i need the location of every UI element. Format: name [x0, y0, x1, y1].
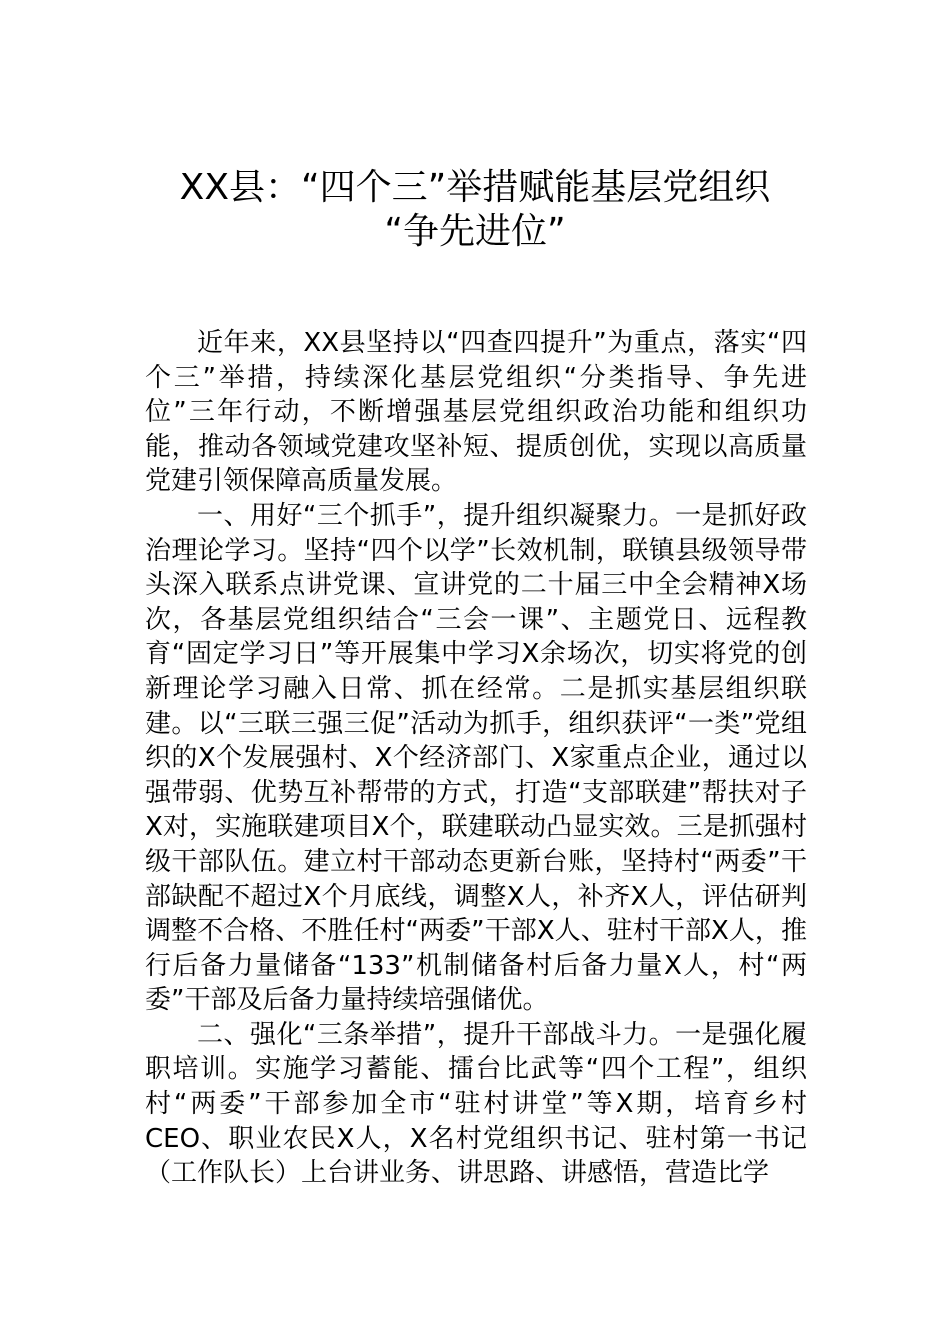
- document-body: [145, 326, 807, 1191]
- paragraph-section-1: 一、用好“三个抓手”，提升组织凝聚力。一是抓好政治理论学习。坚持“四个以学”长效机制，联镇县级领导带头深入联系点讲党课、宣讲党的二十届三中全会精神X场次，各基层党组织结合“三会一课”、主题党日、远程教育“固定学习日”等开展集中学习X余场次，切实将党的创新理论学习融入日常、抓在经常。二是抓实基层组织联建。以“三联三强三促”活动为抓手，组织获评“一类”党组织的X个发展强村、X个经济部门、X家重点企业，通过以强带弱、优势互补帮带的方式，打造“支部联建”帮扶对子X对，实施联建项目X个，联建联动凸显实效。三是抓强村级干部队伍。建立村干部动态更新台账，坚持村“两委”干部缺配不超过X个月底线，调整X人，补齐X人，评估研判调整不合格、不胜任村“两委”干部X人、驻村干部X人，推行后备力量储备“133”机制储备村后备力量X人，村“两委”干部及后备力量持续培强储优。: [145, 500, 807, 1016]
- document-title-line1: XX县：“四个三”举措赋能基层党组织: [179, 167, 771, 208]
- paragraph-intro: 近年来，XX县坚持以“四查四提升”为重点，落实“四个三”举措，持续深化基层党组织“分类指导、争先进位”三年行动，不断增强基层党组织政治功能和组织功能，推动各领域党建攻坚补短、提质创优，实现以高质量党建引领保障高质量发展。: [145, 328, 807, 497]
- document-title-line2: “争先进位”: [384, 211, 566, 252]
- paragraph-section-2: 二、强化“三条举措”，提升干部战斗力。一是强化履职培训。实施学习蓄能、擂台比武等“四个工程”，组织村“两委”干部参加全市“驻村讲堂”等X期，培育乡村CEO、职业农民X人，X名村党组织书记、驻村第一书记（工作队长）上台讲业务、讲思路、讲感悟，营造比学: [145, 1019, 807, 1189]
